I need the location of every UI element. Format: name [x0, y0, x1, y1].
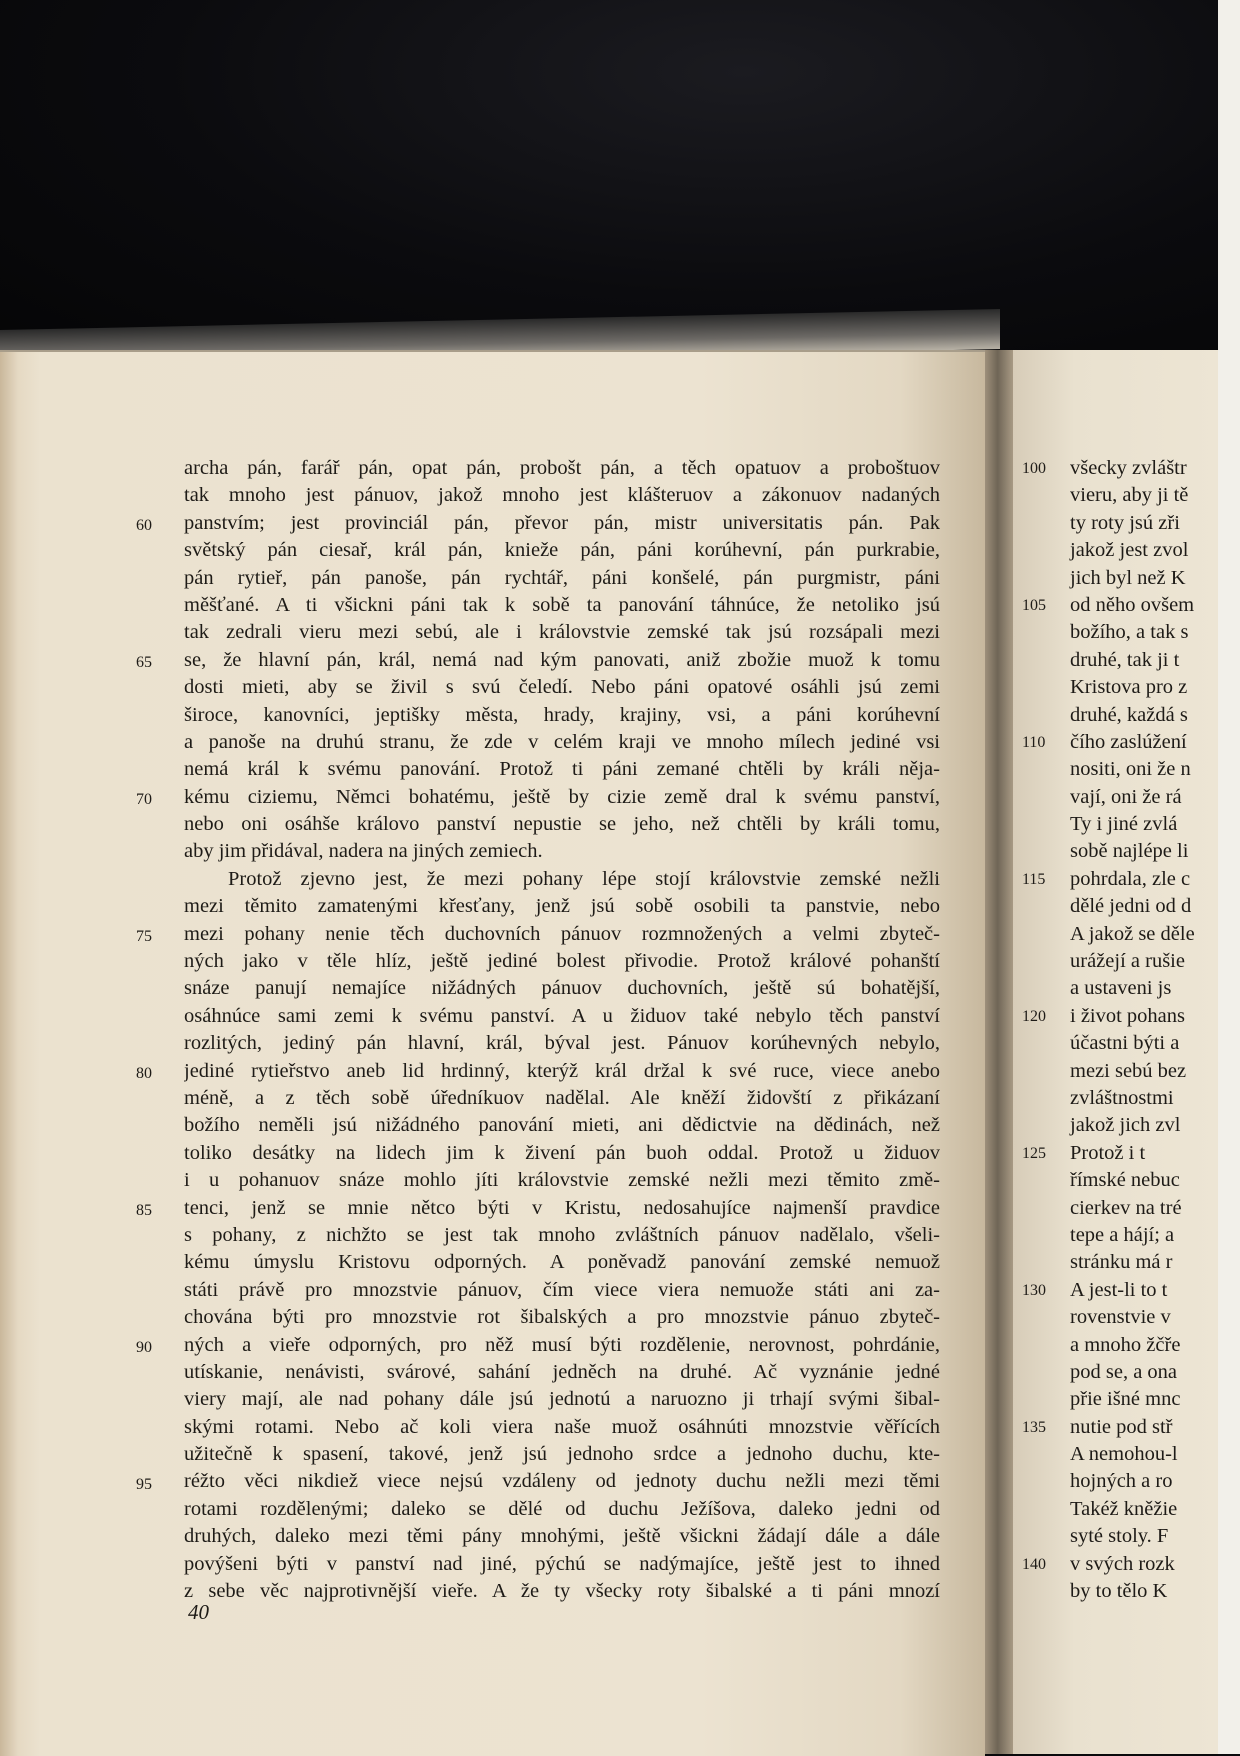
text-line: božího, a tak s — [1070, 621, 1189, 644]
text-line: zvláštnostmi — [1070, 1086, 1174, 1109]
text-line: od něho ovšem — [1070, 593, 1195, 616]
line-number: 80 — [136, 1064, 152, 1082]
text-line: a ustaveni js — [1070, 977, 1172, 1000]
text-line: i život pohans — [1070, 1004, 1186, 1027]
right-page-line — [1022, 729, 1218, 756]
left-page-text — [184, 455, 940, 1605]
line-number: 85 — [136, 1201, 152, 1219]
text-line: tak zedrali vieru mezi sebú, ale i královstvie zemské tak jsú rozsápali mezi — [184, 621, 940, 644]
text-line: nebo oni osáhše královo panství nepustie se jeho, než chtěli by králi tomu, — [184, 813, 940, 836]
text-line: osáhnúce sami zemi k svému panství. A u židuov také nebylo těch panství — [184, 1004, 940, 1027]
text-line: světský pán ciesař, král pán, knieže pán, páni korúhevní, pán purkrabie, — [184, 539, 940, 562]
text-line: jakož jest zvol — [1070, 539, 1189, 562]
line-number: 105 — [1022, 596, 1046, 614]
right-page-line — [1022, 455, 1218, 482]
text-line: archa pán, farář pán, opat pán, probošt pán, a těch opatuov a proboštuov — [184, 457, 940, 479]
text-line: mezi sebú bez — [1070, 1059, 1187, 1082]
text-line: rovenstvie v — [1070, 1306, 1171, 1329]
line-number: 125 — [1022, 1144, 1046, 1162]
right-page-line — [1022, 674, 1218, 701]
right-page-line — [1022, 1140, 1218, 1167]
right-page-line — [1022, 647, 1218, 674]
right-page-line — [1022, 619, 1218, 646]
text-line: syté stoly. F — [1070, 1525, 1169, 1548]
text-line: povýšeni býti v panství nad jiné, pýchú se nadýmajíce, ještě jest to ihned — [184, 1552, 940, 1575]
text-line: rotami rozdělenými; daleko se dělé od duchu Ježíšova, daleko jedni od — [184, 1497, 940, 1520]
text-line: ty roty jsú zři — [1070, 511, 1180, 534]
right-page-line — [1022, 702, 1218, 729]
text-line: nemá král k svému panování. Protož ti páni zemané chtěli by králi něja- — [184, 758, 940, 781]
text-line: pohrdala, zle c — [1070, 867, 1191, 890]
text-line: urážejí a rušie — [1070, 950, 1185, 973]
right-page-line — [1022, 1496, 1218, 1523]
line-number: 130 — [1022, 1281, 1046, 1299]
line-number: 115 — [1022, 870, 1046, 888]
right-page-line — [1022, 948, 1218, 975]
text-line: méně, a z těch sobě úředníkuov nadělal. Ale kněží židovští z přikázaní — [184, 1086, 940, 1109]
text-line: Protož zjevno jest, že mezi pohany lépe stojí královstvie zemské nežli — [228, 867, 940, 890]
right-page-line — [1022, 1468, 1218, 1495]
text-line: jakož jich zvl — [1070, 1114, 1181, 1137]
text-line: vieru, aby ji tě — [1070, 484, 1189, 507]
text-line: v svých rozk — [1070, 1552, 1175, 1575]
right-page-line — [1022, 1058, 1218, 1085]
text-line: Ty i jiné zvlá — [1070, 813, 1178, 836]
text-line: jediné rytieřstvo aneb lid hrdinný, kterýž král držal k své ruce, viece anebo — [184, 1059, 940, 1082]
text-line: sobě najlépe li — [1070, 840, 1189, 863]
text-line: A jest-li to t — [1070, 1278, 1168, 1301]
dark-background — [0, 0, 1240, 360]
right-page-line — [1022, 1441, 1218, 1468]
right-page-line — [1022, 1277, 1218, 1304]
text-line: Takéž kněžie — [1070, 1497, 1178, 1520]
text-line: s pohany, z nichžto se jest tak mnoho zvláštních pánuov nadělalo, všeli- — [184, 1223, 940, 1246]
right-page-line — [1022, 592, 1218, 619]
text-line: kému úmyslu Kristovu odporných. A poněvadž panování zemské nemuož — [184, 1251, 940, 1274]
right-page-line — [1022, 893, 1218, 920]
text-line: druhé, tak ji t — [1070, 648, 1180, 671]
right-page-line — [1022, 1112, 1218, 1139]
text-line: hojných a ro — [1070, 1470, 1173, 1493]
text-line: a mnoho žčře — [1070, 1333, 1181, 1356]
text-line: aby jim přidával, nadera na jiných zemiech. — [184, 840, 543, 863]
right-page-line — [1022, 756, 1218, 783]
right-page-line — [1022, 1030, 1218, 1057]
text-line: kému ciziemu, Němci bohatému, ještě by cizie země dral k svému panství, — [184, 785, 940, 808]
line-number: 120 — [1022, 1007, 1046, 1025]
text-line: toliko desátky na lidech jim k živení pán buoh oddal. Protož u židuov — [184, 1141, 940, 1164]
text-line: viery mají, ale nad pohany dále jsú jednotú a naruozno ji trhají svými šibal- — [184, 1388, 940, 1411]
text-line: tepe a hájí; a — [1070, 1223, 1175, 1246]
right-page-line — [1022, 482, 1218, 509]
right-page-line — [1022, 1414, 1218, 1441]
line-number: 60 — [136, 516, 152, 534]
text-line: pod se, a ona — [1070, 1360, 1178, 1383]
right-page-line — [1022, 565, 1218, 592]
book-gutter — [985, 350, 1013, 1754]
right-page-line — [1022, 784, 1218, 811]
text-line: A nemohou-l — [1070, 1443, 1178, 1466]
text-line: nositi, oni že n — [1070, 758, 1191, 781]
right-page-line — [1022, 1304, 1218, 1331]
text-line: Protož i t — [1070, 1141, 1146, 1164]
text-line: mezi těmito zamatenými křesťany, jenž jsú sobě osobili ta panstvie, nebo — [184, 895, 940, 918]
text-line: účastni býti a — [1070, 1032, 1180, 1055]
text-line: tak mnoho jest pánuov, jakož mnoho jest klášteruov a zákonuov nadaných — [184, 484, 940, 507]
right-page-line — [1022, 838, 1218, 865]
text-line: všecky zvláštr — [1070, 457, 1187, 479]
right-page-text — [1022, 455, 1218, 1605]
text-line: utískanie, nenávisti, svárové, sahání jedněch na druhé. Ač vyznánie jedné — [184, 1360, 940, 1383]
text-line: čího zaslúžení — [1070, 730, 1187, 753]
right-page-line — [1022, 1167, 1218, 1194]
text-line: státi právě pro mnozstvie pánuov, čím viece viera nemuože státi ani za- — [184, 1278, 940, 1301]
page-number: 40 — [188, 1600, 209, 1624]
right-page-line — [1022, 1359, 1218, 1386]
text-line: nutie pod stř — [1070, 1415, 1173, 1438]
line-number: 100 — [1022, 460, 1046, 477]
text-line: A jakož se děle — [1070, 922, 1195, 945]
right-page-line — [1022, 811, 1218, 838]
right-page-line — [1022, 866, 1218, 893]
scan-margin — [1218, 0, 1240, 1754]
text-line: skými rotami. Nebo ač koli viera naše muož osáhnúti mnozstvie věřících — [184, 1415, 940, 1438]
text-line: a panoše na druhú stranu, že zde v celém kraji ve mnoho mílech jediné vsi — [184, 730, 940, 753]
line-number: 90 — [136, 1338, 152, 1356]
right-page-line — [1022, 510, 1218, 537]
text-line: cierkev na tré — [1070, 1196, 1182, 1219]
right-page-line — [1022, 1578, 1218, 1605]
right-page-line — [1022, 1222, 1218, 1249]
line-number: 70 — [136, 790, 152, 808]
right-page-line — [1022, 1003, 1218, 1030]
text-line: druhých, daleko mezi těmi pány mnohými, ještě všickni žádají dále a dále — [184, 1525, 940, 1548]
text-line: panstvím; jest provinciál pán, převor pán, mistr universitatis pán. Pak — [184, 511, 940, 534]
text-line: božího neměli jsú nižádného panování mieti, ani dědictvie na dědinách, než — [184, 1114, 940, 1137]
text-line: římské nebuc — [1070, 1169, 1180, 1192]
right-page-line — [1022, 921, 1218, 948]
right-page-line — [1022, 1386, 1218, 1413]
text-line: dělé jedni od d — [1070, 895, 1192, 918]
text-line: réžto věci nikdiež viece nejsú vzdáleny od jednoty duchu nežli mezi těmi — [184, 1470, 940, 1493]
text-line: tenci, jenž se mnie nětco býti v Kristu, nedosahujíce najmenší pravdice — [184, 1196, 940, 1219]
text-line: snáze panují nemajíce nižádných pánuov duchovních, ještě sú bohatější, — [184, 977, 940, 1000]
text-line: užitečně k spasení, takové, jenž jsú jednoho srdce a jednoho duchu, kte- — [184, 1443, 940, 1466]
text-line: z sebe věc najprotivnější vieře. A že ty všecky roty šibalské a ti páni mnozí — [184, 1580, 940, 1603]
text-line: chována býti pro mnozstvie rot šibalských a pro mnozstvie pánuo zbyteč- — [184, 1306, 940, 1329]
right-page-line — [1022, 1085, 1218, 1112]
right-page-line — [1022, 1249, 1218, 1276]
text-line: měšťané. A ti všickni páni tak k sobě ta panování táhnúce, že netoliko jsú — [184, 593, 940, 616]
text-line: rozlitých, jediný pán hlavní, král, býval jest. Pánuov korúhevných nebylo, — [184, 1032, 940, 1055]
text-line: se, že hlavní pán, král, nemá nad kým panovati, aniž zbožie muož k tomu — [184, 648, 940, 671]
line-number: 135 — [1022, 1418, 1046, 1436]
right-page-line — [1022, 1195, 1218, 1222]
line-number: 140 — [1022, 1555, 1046, 1573]
line-number: 75 — [136, 927, 152, 945]
line-number: 95 — [136, 1475, 152, 1493]
right-page-line — [1022, 975, 1218, 1002]
text-line: přie išné mnc — [1070, 1388, 1181, 1411]
text-line: stránku má r — [1070, 1251, 1173, 1274]
right-page-line — [1022, 537, 1218, 564]
text-line: ných jako v těle hlíz, ještě jediné bolest přivodie. Protož králové pohanští — [184, 950, 940, 973]
text-line: vají, oni že rá — [1070, 785, 1182, 808]
text-line: druhé, každá s — [1070, 703, 1188, 726]
text-line: ných a vieře odporných, pro něž musí býti rozdělenie, nerovnost, pohrdánie, — [184, 1333, 940, 1356]
text-line: široce, kanovníci, jeptišky města, hrady, krajiny, vsi, a páni korúhevní — [184, 703, 940, 726]
right-page-line — [1022, 1332, 1218, 1359]
text-line: by to tělo K — [1070, 1580, 1168, 1603]
text-line: pán rytieř, pán panoše, pán rychtář, páni konšelé, pán purgmistr, páni — [184, 566, 940, 589]
line-number: 110 — [1022, 733, 1046, 751]
text-line: i u pohanuov snáze mohlo jíti královstvie zemské nežli mezi těmito změ- — [184, 1169, 940, 1192]
right-page-line — [1022, 1551, 1218, 1578]
text-line: mezi pohany nenie těch duchovních pánuov rozmnožených a velmi zbyteč- — [184, 922, 940, 945]
text-line: Kristova pro z — [1070, 676, 1188, 699]
text-line: dosti mieti, aby se živil s svú čeledí. Nebo páni opatové osáhli jsú zemi — [184, 676, 940, 699]
text-line: jich byl než K — [1070, 566, 1186, 589]
right-page-line — [1022, 1523, 1218, 1550]
line-number: 65 — [136, 653, 152, 671]
